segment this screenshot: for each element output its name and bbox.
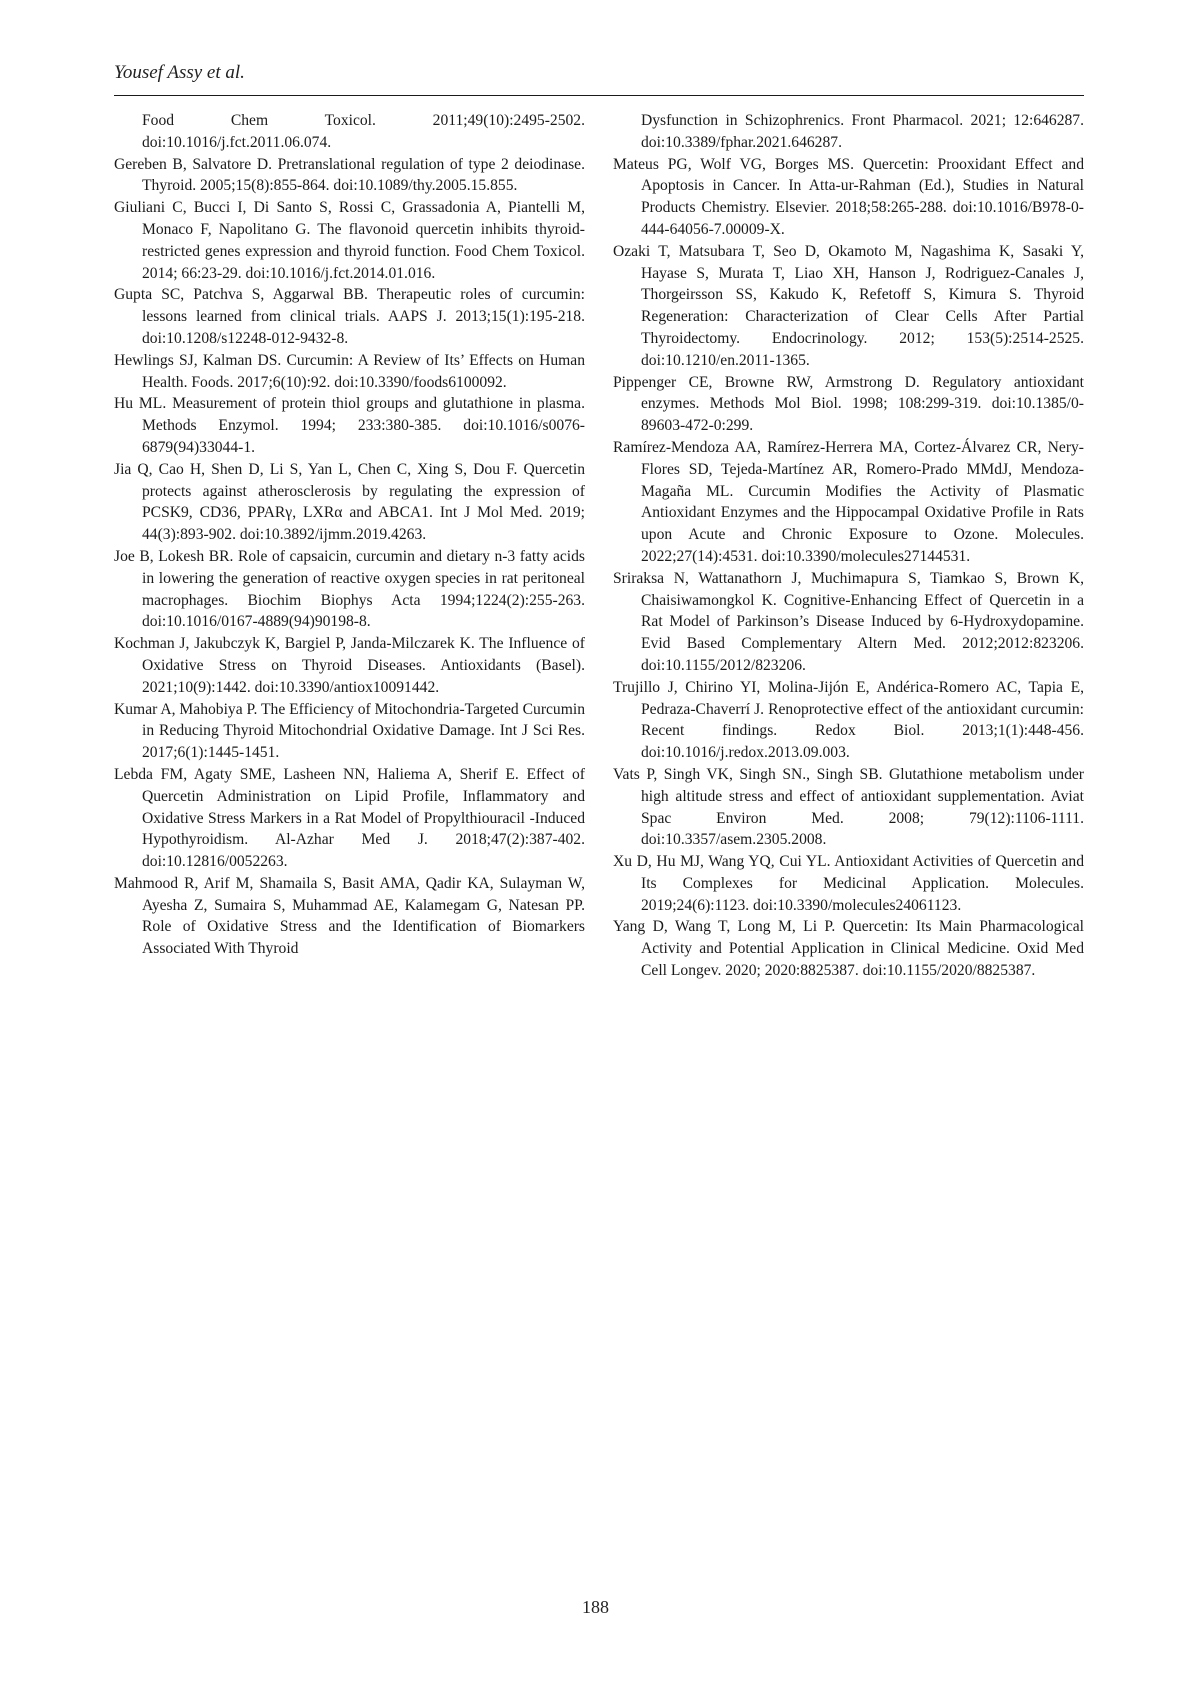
reference-entry: Ramírez-Mendoza AA, Ramírez-Herrera MA, Cortez-Álvarez CR, Nery-Flores SD, Tejeda-Martínez AR, Romero-Prado MMdJ, Mendoza-Magaña ML. Curcumin Modifies the Activity of Plasmatic Antioxidant Enzymes and the Hippocampal Oxidative Profile in Rats upon Acute and Chronic Exposure to Ozone. Molecules. 2022;27(14):4531. doi:10.3390/molecules27144531. [613, 438, 1084, 565]
reference-entry: Joe B, Lokesh BR. Role of capsaicin, curcumin and dietary n-3 fatty acids in lowering the generation of reactive oxygen species in rat peritoneal macrophages. Biochim Biophys Acta 1994;1224(2):255-263. doi:10.1016/0167-4889(94)90198-8. [114, 547, 585, 631]
reference-entry: Sriraksa N, Wattanathorn J, Muchimapura S, Tiamkao S, Brown K, Chaisiwamongkol K. Cognitive-Enhancing Effect of Quercetin in a Rat Model of Parkinson’s Disease Induced by 6-Hydroxydopamine. Evid Based Complementary Altern Med. 2012;2012:823206. doi:10.1155/2012/823206. [613, 569, 1084, 674]
reference-entry: Hu ML. Measurement of protein thiol groups and glutathione in plasma. Methods Enzymol. 1994; 233:380-385. doi:10.1016/s0076-6879(94)33044-1. [114, 395, 585, 456]
reference-entry: Kumar A, Mahobiya P. The Efficiency of Mitochondria-Targeted Curcumin in Reducing Thyroid Mitochondrial Oxidative Damage. Int J Sci Res. 2017;6(1):1445-1451. [114, 700, 585, 762]
reference-entry: Yang D, Wang T, Long M, Li P. Quercetin: Its Main Pharmacological Activity and Potential Application in Clinical Medicine. Oxid Med Cell Longev. 2020; 2020:8825387. doi:10.1155/2020/8825387. [613, 918, 1084, 980]
reference-entry: Jia Q, Cao H, Shen D, Li S, Yan L, Chen C, Xing S, Dou F. Quercetin protects against atherosclerosis by regulating the expression of PCSK9, CD36, PPARγ, LXRα and ABCA1. Int J Mol Med. 2019; 44(3):893-902. doi:10.3892/ijmm.2019.4263. [114, 460, 585, 544]
reference-entry: Kochman J, Jakubczyk K, Bargiel P, Janda-Milczarek K. The Influence of Oxidative Stress on Thyroid Diseases. Antioxidants (Basel). 2021;10(9):1442. doi:10.3390/antiox10091442. [114, 635, 585, 696]
reference-entry: Dysfunction in Schizophrenics. Front Pharmacol. 2021; 12:646287. doi:10.3389/fphar.2021.646287. [641, 112, 1084, 151]
reference-entry: Ozaki T, Matsubara T, Seo D, Okamoto M, Nagashima K, Sasaki Y, Hayase S, Murata T, Liao XH, Hanson J, Rodriguez-Canales J, Thorgeirsson SS, Kakudo K, Refetoff S, Kimura S. Thyroid Regeneration: Characterization of Clear Cells After Partial Thyroidectomy. Endocrinology. 2012; 153(5):2514-2525. doi:10.1210/en.2011-1365. [613, 242, 1084, 369]
page-number: 188 [582, 1597, 609, 1617]
reference-entry: Gereben B, Salvatore D. Pretranslational regulation of type 2 deiodinase. Thyroid. 2005;15(8):855-864. doi:10.1089/thy.2005.15.855. [114, 155, 585, 195]
reference-entry: Lebda FM, Agaty SME, Lasheen NN, Haliema A, Sherif E. Effect of Quercetin Administration on Lipid Profile, Inflammatory and Oxidative Stress Markers in a Rat Model of Propylthiouracil -Induced Hypothyroidism. Al-Azhar Med J. 2018;47(2):387-402. doi:10.12816/0052263. [114, 765, 585, 871]
header-rule [114, 95, 1084, 96]
reference-entry: Pippenger CE, Browne RW, Armstrong D. Regulatory antioxidant enzymes. Methods Mol Biol. 1998; 108:299-319. doi:10.1385/0-89603-472-0:299. [613, 373, 1084, 435]
reference-entry: Giuliani C, Bucci I, Di Santo S, Rossi C, Grassadonia A, Piantelli M, Monaco F, Napolitano G. The flavonoid quercetin inhibits thyroid-restricted genes expression and thyroid function. Food Chem Toxicol. 2014; 66:23-29. doi:10.1016/j.fct.2014.01.016. [114, 199, 585, 282]
references-right-column [613, 110, 1084, 982]
references-left-column [114, 110, 585, 960]
reference-entry: Gupta SC, Patchva S, Aggarwal BB. Therapeutic roles of curcumin: lessons learned from clinical trials. AAPS J. 2013;15(1):195-218. doi:10.1208/s12248-012-9432-8. [114, 286, 585, 347]
reference-entry: Mahmood R, Arif M, Shamaila S, Basit AMA, Qadir KA, Sulayman W, Ayesha Z, Sumaira S, Muhammad AE, Kalamegam G, Natesan PP. Role of Oxidative Stress and the Identification of Biomarkers Associated With Thyroid [114, 874, 585, 958]
reference-entry: Xu D, Hu MJ, Wang YQ, Cui YL. Antioxidant Activities of Quercetin and Its Complexes for Medicinal Application. Molecules. 2019;24(6):1123. doi:10.3390/molecules24061123. [613, 853, 1084, 914]
reference-entry: Vats P, Singh VK, Singh SN., Singh SB. Glutathione metabolism under high altitude stress and effect of antioxidant supplementation. Aviat Spac Environ Med. 2008; 79(12):1106-1111. doi:10.3357/asem.2305.2008. [613, 765, 1084, 849]
running-header: Yousef Assy et al. [114, 62, 245, 83]
reference-entry: Food Chem Toxicol. 2011;49(10):2495-2502. doi:10.1016/j.fct.2011.06.074. [142, 112, 585, 151]
reference-entry: Trujillo J, Chirino YI, Molina-Jijón E, Andérica-Romero AC, Tapia E, Pedraza-Chaverrí J. Renoprotective effect of the antioxidant curcumin: Recent findings. Redox Biol. 2013;1(1):448-456. doi:10.1016/j.redox.2013.09.003. [613, 678, 1084, 762]
reference-entry: Hewlings SJ, Kalman DS. Curcumin: A Review of Its’ Effects on Human Health. Foods. 2017;6(10):92. doi:10.3390/foods6100092. [114, 351, 585, 391]
reference-entry: Mateus PG, Wolf VG, Borges MS. Quercetin: Prooxidant Effect and Apoptosis in Cancer. In Atta-ur-Rahman (Ed.), Studies in Natural Products Chemistry. Elsevier. 2018;58:265-288. doi:10.1016/B978-0-444-64056-7.00009-X. [613, 155, 1084, 238]
